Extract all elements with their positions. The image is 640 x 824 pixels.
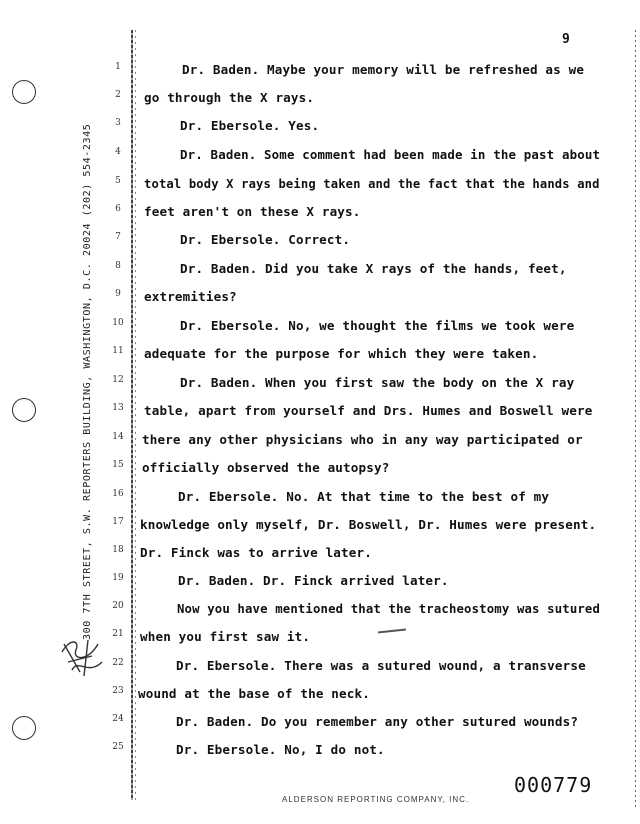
- line-text: Dr. Baden. Did you take X rays of the hands, feet,: [180, 261, 567, 276]
- line-text: feet aren't on these X rays.: [144, 204, 361, 219]
- transcript-line: [0, 456, 640, 484]
- transcript-line: [0, 541, 640, 569]
- line-text: Dr. Baden. Do you remember any other sutured wounds?: [176, 714, 579, 729]
- line-number: 25: [112, 742, 124, 752]
- line-number: 9: [115, 289, 121, 299]
- line-number: 12: [112, 375, 124, 385]
- line-number: 14: [112, 432, 124, 442]
- transcript-line: [0, 428, 640, 456]
- line-text: total body X rays being taken and the fact that the hands and: [144, 176, 600, 191]
- document-control-number: 000779: [514, 773, 593, 797]
- line-text: Dr. Ebersole. No. At that time to the best of my: [178, 489, 550, 504]
- line-text: Dr. Baden. Dr. Finck arrived later.: [178, 573, 449, 588]
- reporting-company-footer: ALDERSON REPORTING COMPANY, INC.: [282, 795, 470, 804]
- line-number: 24: [112, 714, 124, 724]
- line-text: Now you have mentioned that the tracheostomy was sutured: [177, 601, 601, 616]
- line-text: Dr. Ebersole. No, I do not.: [176, 742, 385, 757]
- line-text: Dr. Ebersole. Yes.: [180, 118, 320, 133]
- line-text: officially observed the autopsy?: [142, 460, 390, 475]
- handwritten-mark-icon: [58, 632, 110, 680]
- line-number: 23: [112, 686, 124, 696]
- transcript-line: [0, 569, 640, 597]
- transcript-line: [0, 143, 640, 171]
- line-text: Dr. Ebersole. No, we thought the films we took were: [180, 318, 575, 333]
- line-text: knowledge only myself, Dr. Boswell, Dr. Humes were present.: [140, 517, 597, 532]
- line-text: Dr. Baden. Some comment had been made in the past about: [180, 147, 601, 162]
- line-number: 5: [115, 176, 121, 186]
- transcript-line: [0, 682, 640, 710]
- transcript-line: [0, 58, 640, 86]
- line-number: 6: [115, 204, 121, 214]
- line-text: Dr. Baden. Maybe your memory will be refreshed as we: [182, 62, 585, 77]
- line-text: wound at the base of the neck.: [138, 686, 370, 701]
- line-text: there any other physicians who in any way participated or: [142, 432, 583, 447]
- line-number: 20: [112, 601, 124, 611]
- line-number: 21: [112, 629, 124, 639]
- page-number: 9: [562, 32, 570, 47]
- line-text: Dr. Ebersole. There was a sutured wound, a transverse: [176, 658, 586, 673]
- line-text: table, apart from yourself and Drs. Humes and Boswell were: [144, 403, 593, 418]
- transcript-line: [0, 513, 640, 541]
- transcript-line: [0, 342, 640, 370]
- transcript-line: [0, 485, 640, 513]
- line-number: 7: [115, 232, 121, 242]
- line-number: 11: [112, 346, 124, 356]
- line-number: 19: [112, 573, 124, 583]
- transcript-line: [0, 314, 640, 342]
- transcript-line: [0, 114, 640, 142]
- line-number: 3: [115, 118, 121, 128]
- line-text: when you first saw it.: [140, 629, 311, 644]
- line-number: 10: [112, 318, 124, 328]
- transcript-line: [0, 399, 640, 427]
- line-number: 2: [115, 90, 121, 100]
- line-text: Dr. Finck was to arrive later.: [140, 545, 372, 560]
- line-number: 16: [112, 489, 124, 499]
- reporter-address: 300 7TH STREET, S.W. REPORTERS BUILDING, WASHINGTON, D.C. 20024 (202) 554-2345: [82, 123, 93, 640]
- transcript-line: [0, 710, 640, 738]
- line-number: 18: [112, 545, 124, 555]
- transcript-line: [0, 200, 640, 228]
- line-number: 4: [115, 147, 121, 157]
- transcript-line: [0, 597, 640, 625]
- transcript-line: [0, 285, 640, 313]
- line-number: 15: [112, 460, 124, 470]
- line-number: 8: [115, 261, 121, 271]
- line-number: 22: [112, 658, 124, 668]
- transcript-line: [0, 257, 640, 285]
- line-text: go through the X rays.: [144, 90, 315, 105]
- transcript-line: [0, 738, 640, 766]
- transcript-line: [0, 86, 640, 114]
- line-text: adequate for the purpose for which they were taken.: [144, 346, 539, 361]
- line-text: Dr. Baden. When you first saw the body on the X ray: [180, 375, 575, 390]
- line-text: Dr. Ebersole. Correct.: [180, 232, 351, 247]
- line-text: extremities?: [144, 289, 237, 304]
- transcript-line: [0, 228, 640, 256]
- line-number: 17: [112, 517, 124, 527]
- transcript-line: [0, 371, 640, 399]
- line-number: 1: [115, 62, 121, 72]
- transcript-line: [0, 172, 640, 200]
- line-number: 13: [112, 403, 124, 413]
